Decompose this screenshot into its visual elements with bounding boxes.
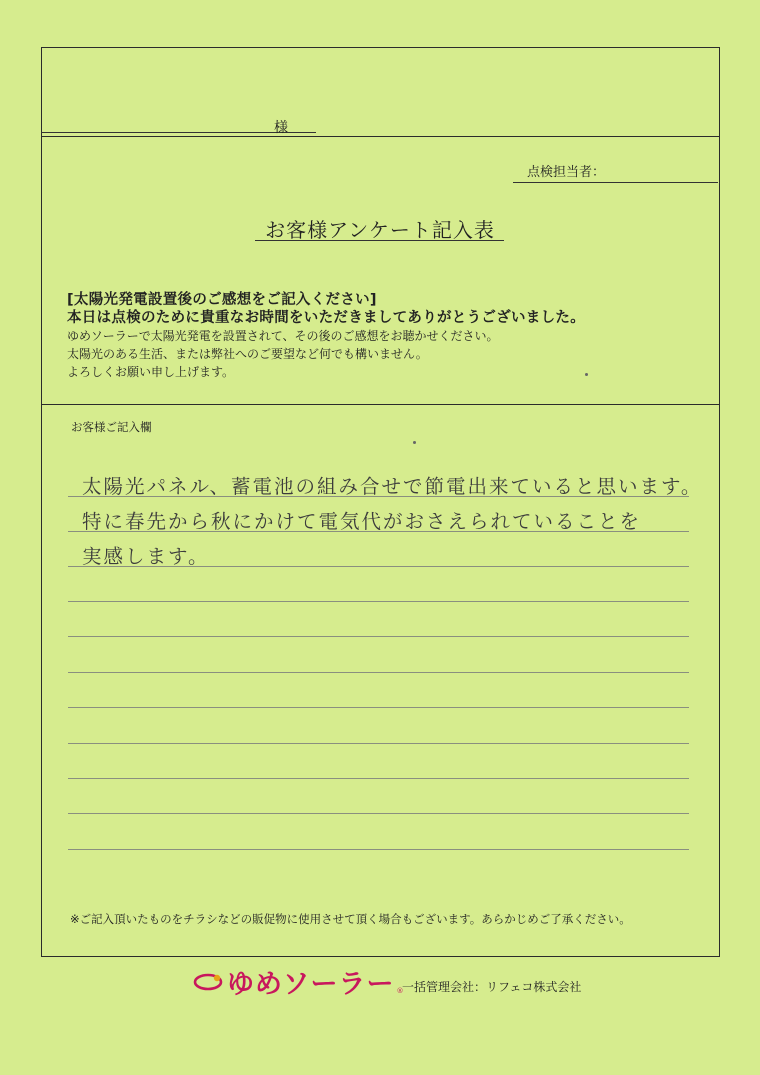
divider-intro — [42, 404, 719, 405]
brand-name: ゆめソーラー — [227, 969, 395, 1000]
intro-thanks: 本日は点検のために貴重なお時間をいただきましてありがとうございました。 — [67, 310, 585, 326]
writing-rule — [68, 636, 689, 637]
paper-speck — [413, 441, 416, 444]
company-name: 一括管理会社：リフェコ株式会社 — [402, 980, 582, 994]
paper-speck — [585, 373, 588, 376]
handwritten-line: 実感します。 — [82, 545, 210, 568]
handwritten-line: 特に春先から秋にかけて電気代がおさえられていることを — [82, 510, 642, 533]
intro-heading: [太陽光発電設置後のご感想をご記入ください] — [67, 292, 377, 308]
inspector-name-line — [513, 182, 718, 183]
intro-line: ゆめソーラーで太陽光発電を設置されて、その後のご感想をお聴かせください。 — [67, 329, 499, 343]
divider-header — [42, 136, 719, 137]
comment-label: お客様ご記入欄 — [71, 420, 152, 434]
intro-line: 太陽光のある生活、または弊社へのご要望など何でも構いません。 — [67, 347, 428, 361]
brand-logo — [193, 962, 403, 1001]
intro-line: よろしくお願い申し上げます。 — [67, 365, 235, 379]
handwritten-line: 太陽光パネル、蓄電池の組み合せで節電出来ていると思います。 — [82, 475, 703, 498]
form-border — [41, 47, 720, 957]
writing-rule — [68, 849, 689, 850]
writing-rule — [68, 778, 689, 779]
intro-block — [67, 291, 585, 381]
usage-note: ※ご記入頂いたものをチラシなどの販促物に使用させて頂く場合もございます。あらかじめご了承ください。 — [70, 912, 631, 926]
page-title: お客様アンケート記入表 — [265, 218, 495, 242]
inspector-label: 点検担当者： — [527, 165, 606, 180]
title-underline — [255, 240, 504, 241]
writing-rule — [68, 743, 689, 744]
writing-rule — [68, 601, 689, 602]
brand-swoosh-icon — [193, 973, 223, 991]
writing-rule — [68, 672, 689, 673]
writing-rule — [68, 707, 689, 708]
writing-rule — [68, 813, 689, 814]
honorific-label: 様 — [274, 120, 288, 136]
registered-mark: ® — [396, 987, 404, 995]
